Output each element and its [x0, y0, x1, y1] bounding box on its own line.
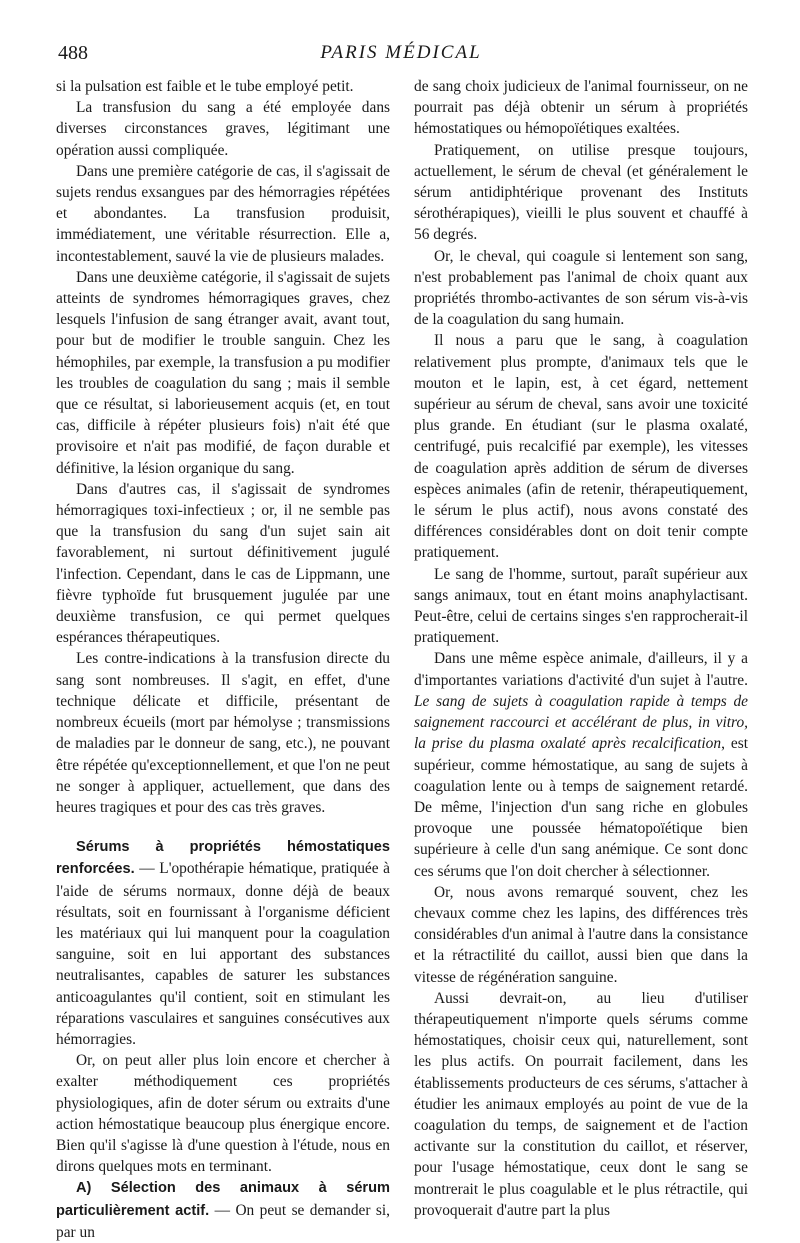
- subsection-text: — On peut se demander si, par un: [56, 1201, 390, 1241]
- section-paragraph: [56, 836, 390, 1050]
- paragraph: [414, 648, 748, 881]
- section-heading: Sérums à propriétés hémostatiques renforcées.: [56, 839, 390, 878]
- journal-title: PARIS MÉDICAL: [320, 42, 482, 63]
- subsection-heading: A) Sélection des animaux à sérum particulièrement actif.: [56, 1180, 390, 1219]
- paragraph-end: , est supérieur, comme hémostatique, au sang de sujets à coagulation lente ou à temps de saignement retardé. De même, l'injection d'un sang riche en globules provoque une poussée hématopoïétique bien supérieure à celle d'un sang anémique. Ce sont donc ces sérums que l'on doit chercher à sélectionner.: [414, 735, 748, 880]
- subsection-paragraph: [56, 1177, 390, 1243]
- paragraph: Aussi devrait-on, au lieu d'utiliser thérapeutiquement n'importe quels sérums comme hémostatiques, choisir ceux qui, naturellement, sont les plus actifs. On pourrait facilement, dans les établissements producteurs de ces sérums, s'attacher à étudier les animaux employés au point de vue de la coagulation du temps, de saignement et de l'action activante sur la constitution du caillot, et réserver, pour l'usage hémostatique, ceux dont le sang se montrerait le plus coagulable et le plus rétractile, qui provoquerait d'autre part la plus: [414, 989, 748, 1219]
- section-text: — L'opothérapie hématique, pratiquée à l'aide de sérums normaux, donne déjà de beaux résultats, soit en fournissant à l'organisme déficient les matériaux qui lui manquent pour la coagulation sanguine, soit en lui apportant des substances neutralisantes, capables de saturer les substances anticoagulantes qu'il contient, soit en stimulant les réparations vasculaires et sanguines consécutives aux hémorragies.: [56, 860, 390, 1048]
- paragraph: Or, le cheval, qui coagule si lentement son sang, n'est probablement pas l'animal de choix quant aux propriétés thrombo-activantes de son sérum vis-à-vis de la coagulation du sang humain.: [414, 247, 748, 329]
- right-column: [414, 76, 748, 1221]
- paragraph: Le sang de l'homme, surtout, paraît supérieur aux sangs animaux, tout en étant moins anaphylactisant. Peut-être, celui de certains singes s'en rapprocherait-il pratiquement.: [414, 565, 748, 647]
- paragraph: Dans d'autres cas, il s'agissait de syndromes hémorragiques toxi-infectieux ; or, il ne semble pas que la transfusion du sang d'un sujet sain ait favorablement, ni surtout définitivement jugulé l'infection. Cependant, dans le cas de Lippmann, une fièvre typhoïde fut brusquement jugulée par une deuxième transfusion, ce qui permet quelques espérances thérapeutiques.: [56, 480, 390, 647]
- paragraph: Il nous a paru que le sang, à coagulation relativement plus prompte, d'animaux tels que le mouton et le lapin, est, à cet égard, nettement supérieur au sérum de cheval, sans avoir une toxicité plus grande. En étudiant (sur le plasma oxalaté, centrifugé, puis recalcifié par exemple), les vitesses de coagulation après addition de sérum de diverses espèces animales (afin de retenir, thérapeutiquement, le sérum le plus actif), nous avons constaté des différences considérables dont on doit tenir compte pratiquement.: [414, 332, 748, 562]
- paragraph: Or, nous avons remarqué souvent, chez les chevaux comme chez les lapins, des différences très considérables d'un animal à l'autre dans la consistance et la rétractilité du caillot, aussi bien que dans la vitesse de régénération sanguine.: [414, 883, 748, 986]
- paragraph: Dans une deuxième catégorie, il s'agissait de sujets atteints de syndromes hémorragiques graves, chez lesquels l'infusion de sang étranger avait, avant tout, pour but de modifier le trouble sanguin. Chez les hémophiles, par exemple, la transfusion a pu modifier les troubles de coagulation du sang ; mais il semble que ce résultat, si laborieusement acquis (et, en tout cas, difficile à répéter plusieurs fois) n'ait été que provisoire et n'ait pas modifié, de façon durable et définitive, la lésion organique du sang.: [56, 268, 390, 477]
- paragraph: de sang choix judicieux de l'animal fournisseur, on ne pourrait pas déjà obtenir un sérum à propriétés hémostatiques ou hémopoïétiques exaltées.: [414, 78, 748, 138]
- paragraph: La transfusion du sang a été employée dans diverses circonstances graves, légitimant une opération aussi compliquée.: [56, 99, 390, 159]
- paragraph: Or, on peut aller plus loin encore et chercher à exalter méthodiquement ces propriétés physiologiques, afin de doter sérum ou extraits d'une action hémostatique beaucoup plus énergique encore. Bien qu'il s'agisse là d'une question à l'étude, nous en dirons quelques mots en terminant.: [56, 1052, 390, 1176]
- paragraph: Pratiquement, on utilise presque toujours, actuellement, le sérum de cheval (et généralement le sérum antidiphtérique provenant des Instituts sérothérapiques), vieilli le plus souvent et chauffé à 56 degrés.: [414, 141, 748, 244]
- paragraph-start: Dans une même espèce animale, d'ailleurs, il y a d'importantes variations d'activité d'un sujet à l'autre.: [414, 650, 748, 689]
- italic-emphasis: Le sang de sujets à coagulation rapide à temps de saignement raccourci et accélérant de plus, in vitro, la prise du plasma oxalaté après recalcification: [414, 692, 748, 753]
- paragraph: Dans une première catégorie de cas, il s'agissait de sujets rendus exsangues par des hémorragies répétées et abondantes. La transfusion produisit, immédiatement, une véritable résurrection. Elle a, incontestablement, sauvé la vie de plusieurs malades.: [56, 162, 390, 265]
- page-header: [58, 42, 744, 68]
- paragraph: si la pulsation est faible et le tube employé petit.: [56, 78, 354, 95]
- paragraph: Les contre-indications à la transfusion directe du sang sont nombreuses. Il s'agit, en effet, d'une technique délicate et difficile, présentant de nombreux écueils (mort par hémolyse ; transmissions de maladies par le donneur de sang, etc.), ne pouvant être répétée qu'exceptionnellement, et que l'on ne peut ne songer à appliquer, actuellement, que dans des heures tragiques et pour des cas très graves.: [56, 650, 390, 816]
- page-number: 488: [58, 42, 88, 64]
- left-column: [56, 76, 390, 1243]
